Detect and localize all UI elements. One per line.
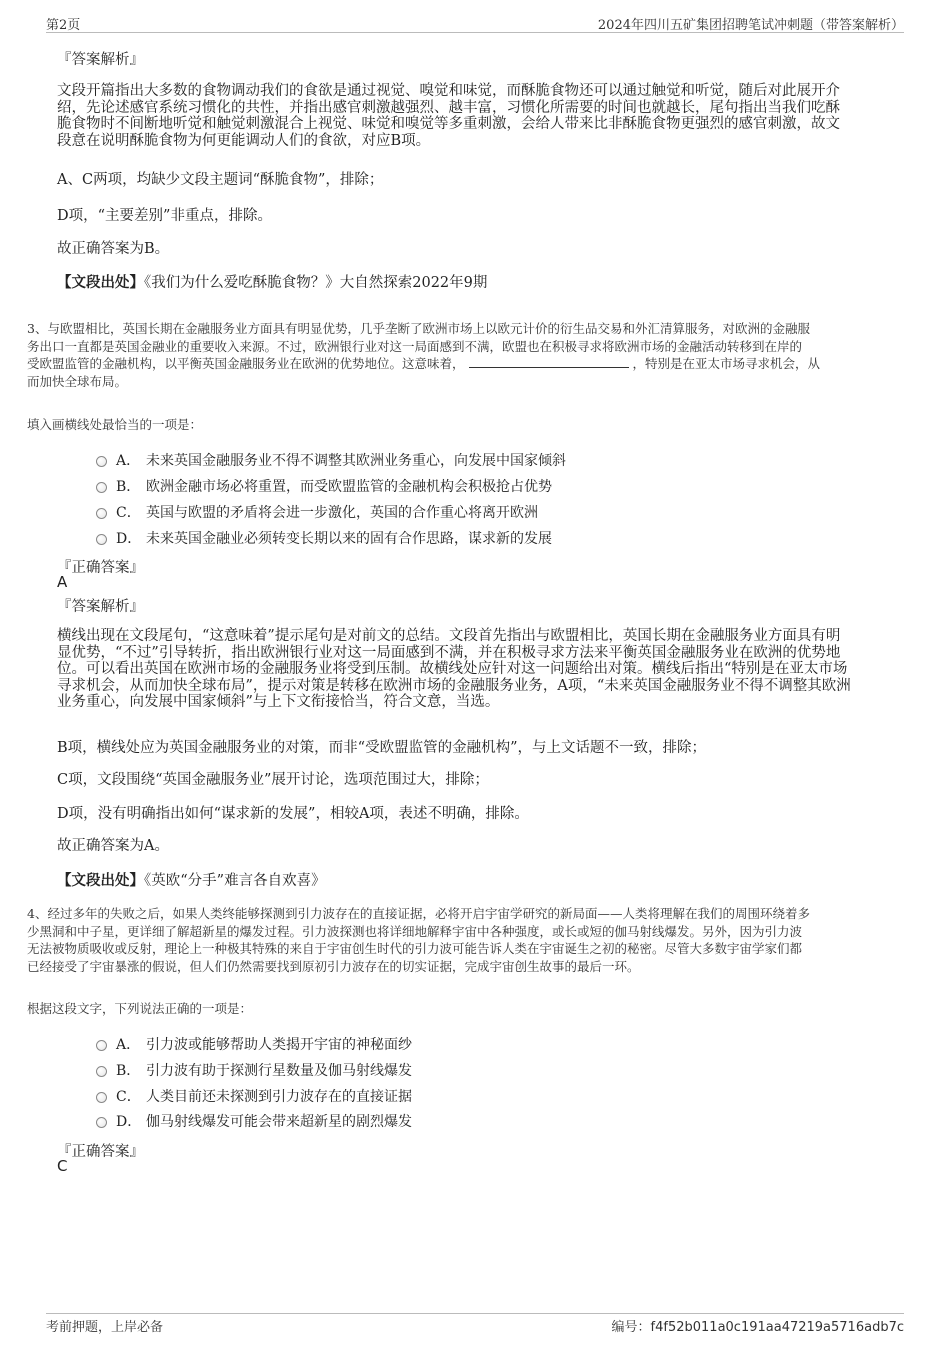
- option-letter: A．: [116, 1037, 141, 1053]
- q3-analysis-label: 『答案解析』: [57, 599, 144, 615]
- q2-source-text: 《我们为什么爱吃酥脆食物？》大自然探索2022年9期: [144, 275, 488, 291]
- q4-text-line: 4、经过多年的失败之后，如果人类终能够探测到引力波存在的直接证据，必将开启宇宙学研究的新局面——人类将理解在我们的周围环绕着多: [27, 906, 810, 921]
- option-text: 未来英国金融业必须转变长期以来的固有合作思路，谋求新的发展: [146, 531, 552, 547]
- radio-icon[interactable]: [96, 534, 107, 545]
- option-text: 引力波有助于探测行星数量及伽马射线爆发: [146, 1063, 412, 1079]
- option-text: 人类目前还未探测到引力波存在的直接证据: [146, 1089, 412, 1105]
- q3-line-c: C项，文段围绕“英国金融服务业”展开讨论，选项范围过大，排除；: [57, 772, 489, 788]
- q4-question-text: [27, 905, 897, 975]
- q2-analysis-line: 绍，先论述感官系统习惯化的共性，并指出感官刺激越强烈、越丰富，习惯化所需要的时间也就越长，尾句指出当我们吃酥: [57, 99, 840, 116]
- q3-source-label: 【文段出处】: [57, 872, 144, 889]
- option-letter: B．: [116, 479, 141, 495]
- q4-option-c[interactable]: [96, 1086, 412, 1106]
- q2-line-d: D项，“主要差别”非重点，排除。: [57, 208, 272, 224]
- footer-serial: [612, 1316, 904, 1335]
- q3-option-b[interactable]: [96, 476, 552, 496]
- q3-text-after-blank: ，特别是在亚太市场寻求机会，从: [632, 356, 821, 371]
- option-letter: B．: [116, 1063, 141, 1079]
- fill-in-blank: [469, 355, 629, 368]
- q3-line-b: B项，横线处应为英国金融服务业的对策，而非“受欧盟监管的金融机构”，与上文话题不一致，排除；: [57, 740, 706, 756]
- q4-prompt: 根据这段文字，下列说法正确的一项是：: [27, 1001, 253, 1016]
- q2-analysis-line: 文段开篇指出大多数的食物调动我们的食欲是通过视觉、嗅觉和味觉，而酥脆食物还可以通过触觉和听觉，随后对此展开介: [57, 83, 840, 99]
- q2-source: [57, 271, 487, 292]
- q4-text-line: 已经接受了宇宙暴涨的假说，但人们仍然需要找到原初引力波存在的切实证据，完成宇宙创生故事的最后一环。: [27, 958, 640, 974]
- document-title: 2024年四川五矿集团招聘笔试冲刺题（带答案解析）: [597, 18, 904, 33]
- option-letter: C．: [116, 1089, 141, 1105]
- radio-icon[interactable]: [96, 456, 107, 467]
- option-letter: D．: [116, 1114, 142, 1130]
- option-text: 英国与欧盟的矛盾将会进一步激化，英国的合作重心将离开欧洲: [146, 505, 538, 521]
- option-letter: A．: [116, 453, 141, 469]
- q3-prompt: 填入画横线处最恰当的一项是：: [27, 417, 203, 432]
- radio-icon[interactable]: [96, 482, 107, 493]
- q3-text-before-blank: 受欧盟监管的金融机构，以平衡英国金融服务业在欧洲的优势地位。这意味着，: [27, 356, 465, 371]
- q3-analysis-paragraph: [57, 628, 893, 711]
- q3-analysis-line: 业务重心，向发展中国家倾斜”与上下文衔接恰当，符合文意，当选。: [57, 694, 500, 710]
- q4-option-d[interactable]: [96, 1111, 412, 1131]
- q3-text-line: 务出口一直都是英国金融业的重要收入来源。不过，欧洲银行业对这一局面感到不满，欧盟也在积极寻求将欧洲市场的金融活动转移到在岸的: [27, 338, 803, 354]
- page-footer: [46, 1313, 904, 1334]
- q2-source-label: 【文段出处】: [57, 274, 144, 291]
- option-text: 欧洲金融市场必将重置，而受欧盟监管的金融机构会积极抢占优势: [146, 479, 552, 495]
- q4-text-line: 少黑洞和中子星，更详细了解超新星的爆发过程。引力波探测也将详细地解释宇宙中各种强度，或长或短的伽马射线爆发。另外，因为引力波: [27, 923, 803, 939]
- q3-source: [57, 869, 326, 890]
- footer-slogan: 考前押题，上岸必备: [46, 1320, 164, 1335]
- q4-option-a[interactable]: [96, 1034, 412, 1054]
- radio-icon[interactable]: [96, 1040, 107, 1051]
- q4-answer: C: [57, 1157, 68, 1175]
- q4-text-line: 无法被物质吸收或反射，理论上一种极其特殊的来自于宇宙创生时代的引力波可能告诉人类在宇宙诞生之初的秘密。尽管大多数宇宙学家们都: [27, 941, 803, 956]
- q2-analysis-line: 脆食物时不间断地听觉和触觉刺激混合上视觉、味觉和嗅觉等多重刺激，会给人带来比非酥脆食物更强烈的感官刺激，故文: [57, 116, 840, 132]
- option-letter: C．: [116, 505, 141, 521]
- q3-analysis-line: 显优势，“不过”引导转折，指出欧洲银行业对这一局面感到不满，并在积极寻求方法来平衡英国金融服务业在欧洲的优势地: [57, 644, 841, 661]
- q2-analysis-label: 『答案解析』: [57, 52, 144, 68]
- q2-line-ac: A、C两项，均缺少文段主题词“酥脆食物”，排除；: [57, 172, 384, 188]
- option-text: 引力波或能够帮助人类揭开宇宙的神秘面纱: [146, 1037, 412, 1053]
- q4-option-b[interactable]: [96, 1060, 412, 1080]
- q3-analysis-line: 寻求机会，从而加快全球布局”，提示对策是转移在欧洲市场的金融服务业务，A项，“未来英国金融服务业不得不调整其欧洲: [57, 677, 851, 694]
- q3-answer: A: [57, 573, 68, 591]
- q3-question-text: [27, 320, 897, 390]
- q3-option-a[interactable]: [96, 450, 566, 470]
- q3-option-c[interactable]: [96, 502, 538, 522]
- q3-option-d[interactable]: [96, 528, 552, 548]
- q2-analysis-line: 段意在说明酥脆食物为何更能调动人们的食欲，对应B项。: [57, 132, 431, 149]
- q3-source-text: 《英欧“分手”难言各自欢喜》: [144, 873, 326, 889]
- q3-line-d: D项，没有明确指出如何“谋求新的发展”，相较A项，表述不明确，排除。: [57, 806, 529, 822]
- page-header: [46, 14, 904, 33]
- option-text: 未来英国金融服务业不得不调整其欧洲业务重心，向发展中国家倾斜: [146, 453, 566, 469]
- serial-label: 编号：: [611, 1320, 651, 1335]
- option-letter: D．: [116, 531, 142, 547]
- q2-correct-answer-line: 故正确答案为B。: [57, 241, 170, 257]
- q3-analysis-line: 横线出现在文段尾句，“这意味着”提示尾句是对前文的总结。文段首先指出与欧盟相比，英国长期在金融服务业方面具有明: [57, 628, 841, 644]
- serial-code: f4f52b011a0c191aa47219a5716adb7c: [650, 1320, 904, 1335]
- q3-text-line: 而加快全球布局。: [27, 373, 128, 389]
- q3-answer-label: 『正确答案』: [57, 560, 144, 576]
- radio-icon[interactable]: [96, 1117, 107, 1128]
- q3-text-line: [27, 355, 897, 373]
- q2-analysis-paragraph: [57, 83, 893, 149]
- q3-analysis-line: 位。可以看出英国在欧洲市场的金融服务业将受到压制。故横线处应针对这一问题给出对策。横线后指出“特别是在亚太市场: [57, 661, 848, 677]
- radio-icon[interactable]: [96, 1092, 107, 1103]
- radio-icon[interactable]: [96, 508, 107, 519]
- q3-text-line: 3、与欧盟相比，英国长期在金融服务业方面具有明显优势，几乎垄断了欧洲市场上以欧元计价的衍生品交易和外汇清算服务，对欧洲的金融服: [27, 321, 810, 336]
- page-number: 第2页: [46, 18, 81, 33]
- option-text: 伽马射线爆发可能会带来超新星的剧烈爆发: [146, 1114, 412, 1130]
- q3-correct-answer-line: 故正确答案为A。: [57, 838, 169, 854]
- radio-icon[interactable]: [96, 1066, 107, 1077]
- q4-answer-label: 『正确答案』: [57, 1144, 144, 1160]
